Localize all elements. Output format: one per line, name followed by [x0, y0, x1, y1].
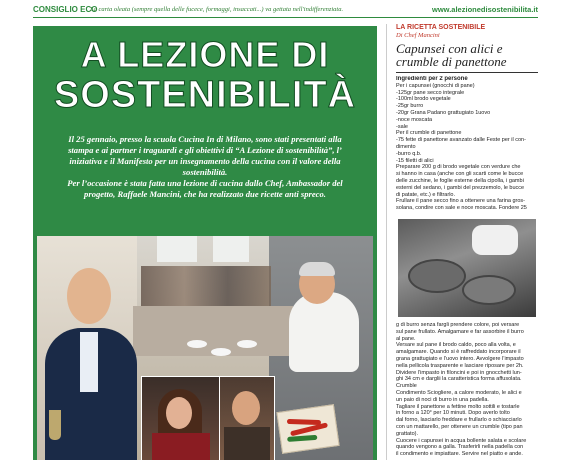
recipe-line: -125gr pane secco integrale [396, 89, 465, 96]
plate [211, 348, 231, 356]
plate [237, 340, 257, 348]
event-photo [37, 236, 373, 460]
recipe-line: -noce moscata [396, 116, 433, 123]
recipe-line: -15 filetti di alici [396, 157, 434, 164]
recipe-line: Per i capunsei (gnocchi di pane) [396, 82, 475, 89]
recipe-line: quando vengono a galla. Trasferirli nella padella con [396, 444, 524, 451]
recipe-line: nella pellicola trasparente e lasciare riposare per 2h. [396, 362, 524, 369]
recipe-line: dimento [396, 143, 416, 150]
recipe-line: -100ml brodo vegetale [396, 96, 451, 103]
recipe-line: di patate, etc.) e filtrarlo. [396, 191, 455, 198]
recipe-line: Crumble [396, 383, 417, 390]
intro-paragraph-2: Per l’occasione è stata fatta una lezione di cucina dallo Chef, Ambassador del progetto, Raffaele Mancini, che ha realizzato due ricette anti spreco. [67, 178, 343, 199]
recipe-text-top [396, 76, 538, 212]
recipe-line: g di burro senza fargli prendere colore, poi versare [396, 322, 520, 328]
chef-hair [299, 262, 335, 276]
recipe-line: Versare sul pane il brodo caldo, poco alla volta, e [396, 342, 516, 349]
inset-photo-woman [141, 376, 221, 460]
divider [396, 72, 538, 73]
recipe-line: -25gr burro [396, 103, 424, 110]
article-intro [55, 134, 355, 200]
speaker-head [67, 268, 111, 324]
recipe-line: Dividere l’impasto in filoncini e poi in gnocchetti lun- [396, 369, 522, 376]
speaker-shirt [80, 332, 98, 392]
recipe-line: si hanno in casa (anche con gli scarti come le bucce [396, 171, 524, 178]
recipe-line: Tagliare il panettone a fettine molto sottili e tostarle [396, 403, 520, 410]
recipe-photo [398, 219, 536, 317]
site-url[interactable]: www.alezionedisostenibilita.it [432, 5, 538, 14]
recipe-line: Preparare 200 g di brodo vegetale con verdure che [396, 164, 521, 171]
plates [187, 336, 267, 366]
recipe-line: Condimento Sciogliere, a calore moderato, le alici e [396, 389, 522, 396]
recipe-line: delle zucchine, le foglie esterne della cipolla, i gambi [396, 177, 524, 184]
section-label: CONSIGLIO ECO [33, 5, 98, 14]
intro-paragraph-1: Il 25 gennaio, presso la scuola Cucina In di Milano, sono stati presentati alla stampa e ai partner i traguardi e gli obiettivi di “A Lezione di sostenibilità”, l’ iniziativa e il Manifesto per un insegnamento della cucina con il valore della sostenibilità. [68, 134, 342, 177]
peppers-plate [276, 404, 339, 454]
recipe-line: amalgamare. Quando si è raffreddato incorporare il [396, 349, 521, 356]
photo-window [213, 236, 249, 262]
recipe-line: grattato). [396, 430, 419, 437]
man-body [224, 427, 270, 460]
eco-tip-text: La carta oleata (sempre quella delle fucece, formaggi, insaccati...) va gettata nell'indifferenziata. [90, 6, 344, 13]
headline-line-1: A LEZIONE DI [80, 34, 330, 75]
inset-photo-man [219, 376, 275, 460]
recipe-line: grana grattugiato e l’uovo intero. Avvolgere l’impasto [396, 355, 524, 362]
recipe-line: -75 fette di panettone avanzato dalle Feste per il con- [396, 137, 526, 144]
recipe-line: sul pane frullato. Amalgamare e far assorbire il burro [396, 328, 524, 335]
recipe-chef: Di Chef Mancini [396, 32, 440, 39]
recipe-line: il condimento e impiattare. Servire nel piatto e ande. [396, 451, 523, 458]
pan [408, 259, 466, 293]
recipe-line: -sale [396, 123, 408, 130]
recipe-line: dal forno, lasciarlo freddare e frullarlo o schiacciarlo [396, 417, 522, 424]
recipe-line: Frullare il pane secco fino a ottenere una farina gros- [396, 198, 526, 205]
recipe-line: solana, condire con sale e noce moscata. Fondere 25 [396, 205, 527, 212]
wine-glass [49, 410, 61, 440]
recipe-line: un paio di noci di burro in una padella. [396, 396, 489, 403]
woman-face [166, 397, 192, 429]
recipe-line: -burro q.b. [396, 150, 422, 157]
audience-figures [141, 266, 271, 310]
recipe-line: Cuocere i capunsei in acqua bollente salata e scolare [396, 437, 527, 444]
divider [33, 17, 538, 18]
recipe-line: Per il crumble di panettone [396, 130, 462, 137]
recipe-text-bottom [396, 322, 538, 458]
recipe-title: Capunsei con alici e crumble di panettone [396, 41, 507, 69]
recipe-line: esterni del sedano, i gambi del prezzemolo, le bucce [396, 184, 525, 191]
pepper [287, 435, 317, 442]
recipe-section-label: LA RICETTA SOSTENIBILE [396, 24, 486, 31]
recipe-line: -20gr Grana Padano grattugiato 1uovo [396, 109, 491, 116]
article-panel [33, 26, 377, 460]
recipe-line: ghi 34 cm e darglii la caratteristica forma affusolata. [396, 376, 522, 383]
ingredients-heading: Ingredienti per 2 persone [396, 76, 468, 82]
recipe-line: in forno a 120° per 10 minuti. Dopo averlo tolto [396, 410, 510, 417]
headline-line-2: SOSTENIBILITÀ [53, 74, 357, 116]
photo-window [157, 236, 197, 262]
recipe-line: con un mattarello, per ottenere un crumble (tipo pan [396, 423, 523, 430]
pan [462, 275, 516, 305]
man-face [232, 391, 260, 425]
woman-top [152, 433, 210, 460]
column-divider [386, 24, 387, 460]
chef-figure [289, 292, 359, 372]
chef-sleeve [472, 225, 518, 255]
top-bar [0, 0, 568, 20]
plate [187, 340, 207, 348]
recipe-line: al pane. [396, 335, 416, 342]
